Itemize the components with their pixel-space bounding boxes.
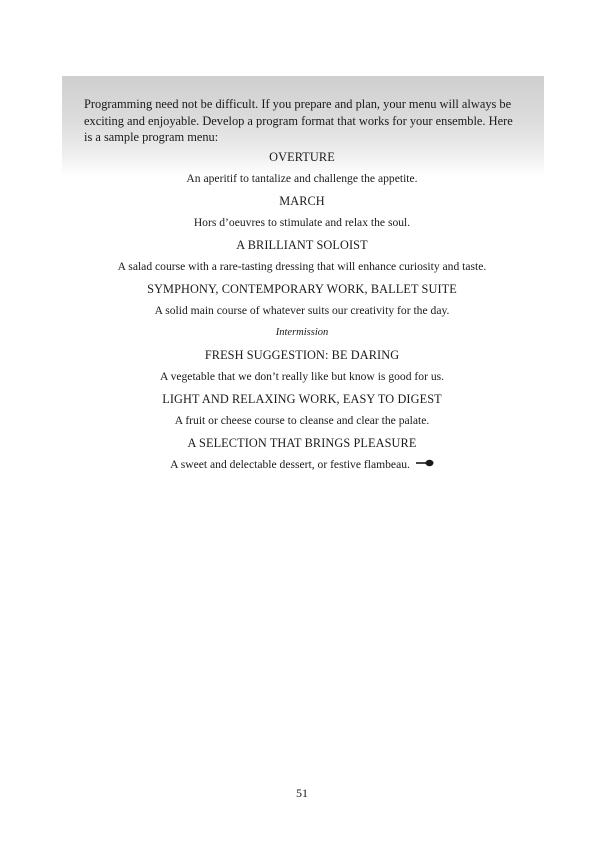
menu-heading-march: MARCH	[279, 194, 325, 208]
menu-heading-pleasure: A SELECTION THAT BRINGS PLEASURE	[187, 436, 417, 450]
menu-intermission: Intermission	[275, 327, 329, 338]
menu-heading-fresh-suggestion: FRESH SUGGESTION: BE DARING	[204, 348, 400, 362]
section-end-icon	[416, 453, 434, 475]
sample-program-menu	[0, 146, 604, 476]
menu-desc-symphony: A solid main course of whatever suits our creativity for the day.	[154, 304, 450, 317]
menu-desc-light-work: A fruit or cheese course to cleanse and clear the palate.	[174, 414, 430, 427]
menu-desc-fresh-suggestion: A vegetable that we don’t really like but know is good for us.	[159, 370, 445, 383]
menu-heading-symphony: SYMPHONY, CONTEMPORARY WORK, BALLET SUITE	[147, 282, 457, 296]
menu-desc-march: Hors d’oeuvres to stimulate and relax the soul.	[193, 216, 411, 229]
menu-desc-pleasure-line	[0, 454, 604, 476]
menu-heading-light-work: LIGHT AND RELAXING WORK, EASY TO DIGEST	[162, 392, 442, 406]
intro-paragraph: Programming need not be difficult. If you prepare and plan, your menu will always be exciting and enjoyable. Develop a program format that works for your ensemble. Here is a sample program menu:	[84, 97, 513, 144]
menu-desc-soloist: A salad course with a rare-tasting dressing that will enhance curiosity and taste.	[117, 260, 487, 273]
menu-heading-overture: OVERTURE	[269, 150, 335, 164]
menu-heading-soloist: A BRILLIANT SOLOIST	[236, 238, 368, 252]
menu-desc-pleasure: A sweet and delectable dessert, or festive flambeau.	[170, 458, 410, 471]
page-number: 51	[296, 786, 308, 800]
menu-desc-overture: An aperitif to tantalize and challenge the appetite.	[186, 172, 418, 185]
